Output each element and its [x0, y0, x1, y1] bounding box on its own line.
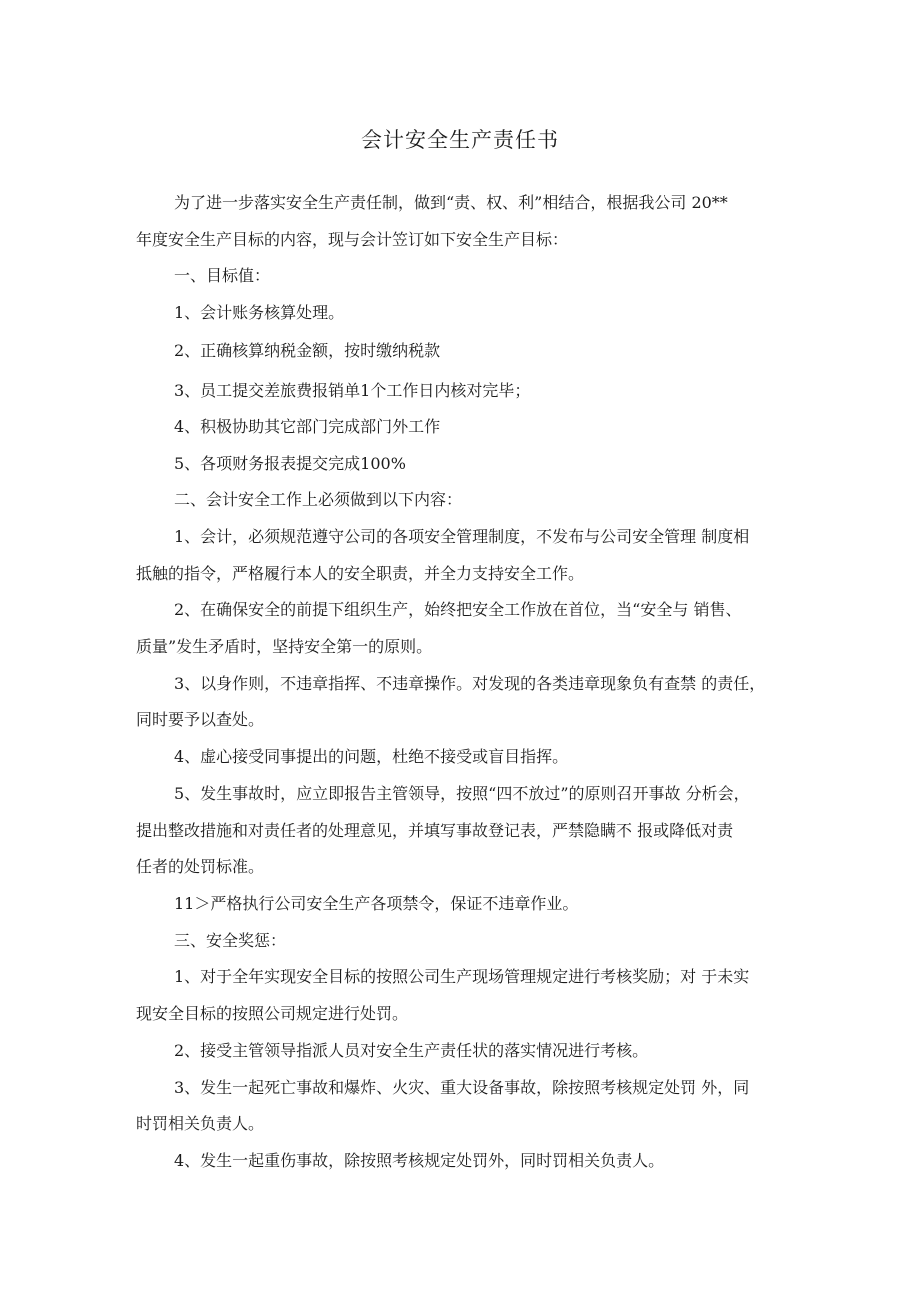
requirement-1-line-1: 1、会计，必须规范遵守公司的各项安全管理制度，不发布与公司安全管理 制度相	[174, 527, 750, 546]
reward-3-line-2: 时罚相关负责人。	[136, 1114, 265, 1133]
requirement-4: 4、虚心接受同事提出的问题，杜绝不接受或盲目指挥。	[174, 747, 569, 766]
requirement-2-line-1: 2、在确保安全的前提下组织生产，始终把安全工作放在首位，当“安全与 销售、	[174, 600, 742, 619]
requirement-5-line-1: 5、发生事故时，应立即报告主管领导，按照“四不放过”的原则召开事故 分析会，	[174, 784, 750, 803]
reward-1-line-2: 现安全目标的按照公司规定进行处罚。	[136, 1004, 409, 1023]
requirement-3-line-1: 3、以身作则，不违章指挥、不违章操作。对发现的各类违章现象负有查禁 的责任，	[174, 674, 766, 693]
target-item-3: 3、员工提交差旅费报销单1个工作日内核对完毕；	[174, 381, 531, 400]
section-heading-requirements: 二、会计安全工作上必须做到以下内容：	[174, 490, 463, 509]
target-item-5: 5、各项财务报表提交完成100%	[174, 454, 406, 473]
section-heading-rewards: 三、安全奖惩：	[174, 931, 287, 950]
section-heading-targets: 一、目标值：	[174, 266, 271, 285]
requirement-5-line-2: 提出整改措施和对责任者的处理意见，并填写事故登记表，严禁隐瞒不 报或降低对责	[136, 821, 734, 840]
requirement-1-line-2: 抵触的指令，严格履行本人的安全职责，并全力支持安全工作。	[136, 564, 585, 583]
requirement-3-line-2: 同时要予以查处。	[136, 710, 265, 729]
target-item-2: 2、正确核算纳税金额，按时缴纳税款	[174, 341, 441, 360]
reward-1-line-1: 1、对于全年实现安全目标的按照公司生产现场管理规定进行考核奖励；对 于未实	[174, 967, 750, 986]
target-item-4: 4、积极协助其它部门完成部门外工作	[174, 417, 441, 436]
document-title: 会计安全生产责任书	[361, 128, 559, 152]
intro-line-2: 年度安全生产目标的内容，现与会计笠订如下安全生产目标：	[136, 230, 569, 249]
reward-4: 4、发生一起重伤事故，除按照考核规定处罚外，同时罚相关负责人。	[174, 1151, 665, 1170]
intro-line-1: 为了进一步落实安全生产责任制，做到“责、权、利”相结合，根据我公司 20**	[174, 193, 728, 212]
requirement-5-line-3: 任者的处罚标准。	[136, 857, 265, 876]
requirement-11: 11＞严格执行公司安全生产各项禁令，保证不违章作业。	[174, 894, 579, 913]
reward-2: 2、接受主管领导指派人员对安全生产责任状的落实情况进行考核。	[174, 1041, 649, 1060]
reward-3-line-1: 3、发生一起死亡事故和爆炸、火灾、重大设备事故，除按照考核规定处罚 外，同	[174, 1078, 750, 1097]
target-item-1: 1、会计账务核算处理。	[174, 303, 345, 322]
requirement-2-line-2: 质量”发生矛盾时，坚持安全第一的原则。	[136, 637, 433, 656]
